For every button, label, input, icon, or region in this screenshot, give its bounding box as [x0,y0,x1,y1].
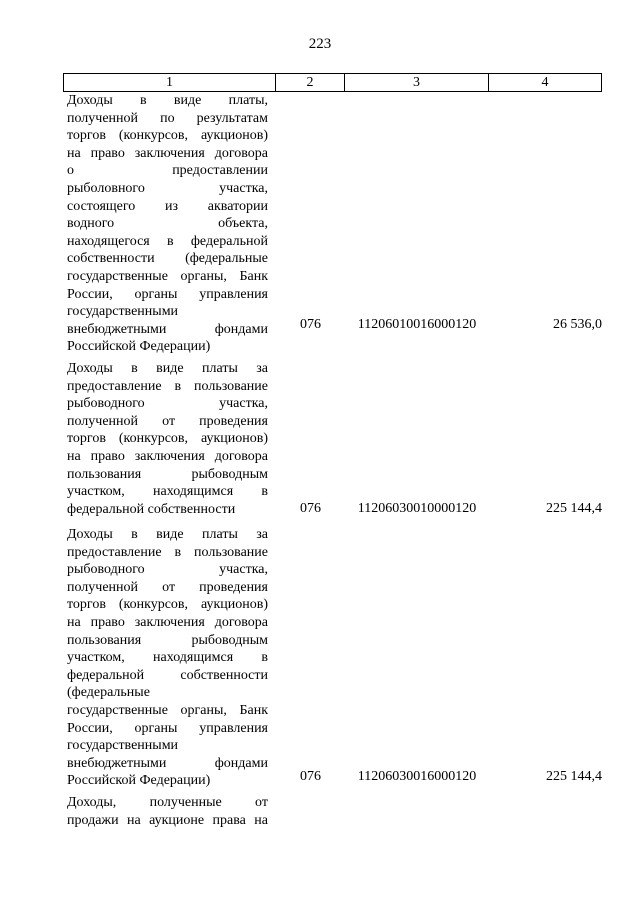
column-header-1: 1 [64,74,276,91]
description-line: Российской Федерации) [67,339,211,355]
description-line: предоставление в пользование [67,378,268,394]
description-line: торгов (конкурсов, аукционов) [67,597,268,613]
column-header-4: 4 [541,75,549,90]
page-number: 223 [308,36,332,52]
description-line: государственными [67,738,179,754]
description-line: государственные органы, Банк [67,702,268,718]
description-line: государственные органы, Банк [67,268,268,284]
description-line: России, органы управления [67,720,268,736]
description-line: водного объекта, [67,216,268,232]
description-line: рыбоводного участка, [67,396,268,412]
description-line: рыбоводного участка, [67,562,268,578]
admin-code: 076 [300,501,321,516]
description-line: участком, находящимся в [67,650,268,666]
column-header-2: 2 [276,74,345,91]
description-line: Доходы в виде платы за [67,361,268,376]
description-line: торгов (конкурсов, аукционов) [67,431,268,447]
description-line: на право заключения договора [67,145,268,161]
column-header-3: 3 [345,74,489,91]
description-line: на право заключения договора [67,614,268,630]
amount-value: 225 144,4 [546,769,602,784]
row-description [67,360,268,518]
description-line: находящегося в федеральной [67,233,268,249]
description-line: собственности (федеральные [67,251,268,267]
description-line: торгов (конкурсов, аукционов) [67,128,268,144]
description-line: о предоставлении [67,163,268,179]
budget-classification-code: 11206030010000120 [357,501,477,516]
row-description [67,92,268,356]
description-line: Доходы, полученные от [67,795,268,810]
row-description [67,526,268,790]
description-line: Доходы в виде платы за [67,527,268,542]
description-line: внебюджетными фондами [67,321,268,337]
description-line: России, органы управления [67,286,268,302]
description-line: пользования рыбоводным [67,632,268,648]
table-header [63,73,602,92]
row-description [67,794,268,829]
description-line: внебюджетными фондами [67,755,268,771]
description-line: на право заключения договора [67,448,268,464]
description-line: полученной от проведения [67,413,268,429]
amount-value: 26 536,0 [553,317,602,332]
description-line: полученной по результатам [67,110,268,126]
description-line: рыболовного участка, [67,180,268,196]
description-line: продажи на аукционе права на [67,812,268,828]
budget-classification-code: 11206030016000120 [357,769,477,784]
description-line: состоящего из акватории [67,198,268,214]
admin-code: 076 [300,317,321,332]
admin-code: 076 [300,769,321,784]
description-line: Российской Федерации) [67,773,211,789]
description-line: Доходы в виде платы, [67,93,268,108]
description-line: государственными [67,304,179,320]
description-line: федеральной собственности [67,501,236,517]
description-line: участком, находящимся в [67,484,268,500]
description-line: пользования рыбоводным [67,466,268,482]
budget-classification-code: 11206010016000120 [357,317,477,332]
description-line: предоставление в пользование [67,544,268,560]
description-line: федеральной собственности [67,667,268,683]
description-line: полученной от проведения [67,579,268,595]
description-line: (федеральные [67,685,150,701]
amount-value: 225 144,4 [546,501,602,516]
